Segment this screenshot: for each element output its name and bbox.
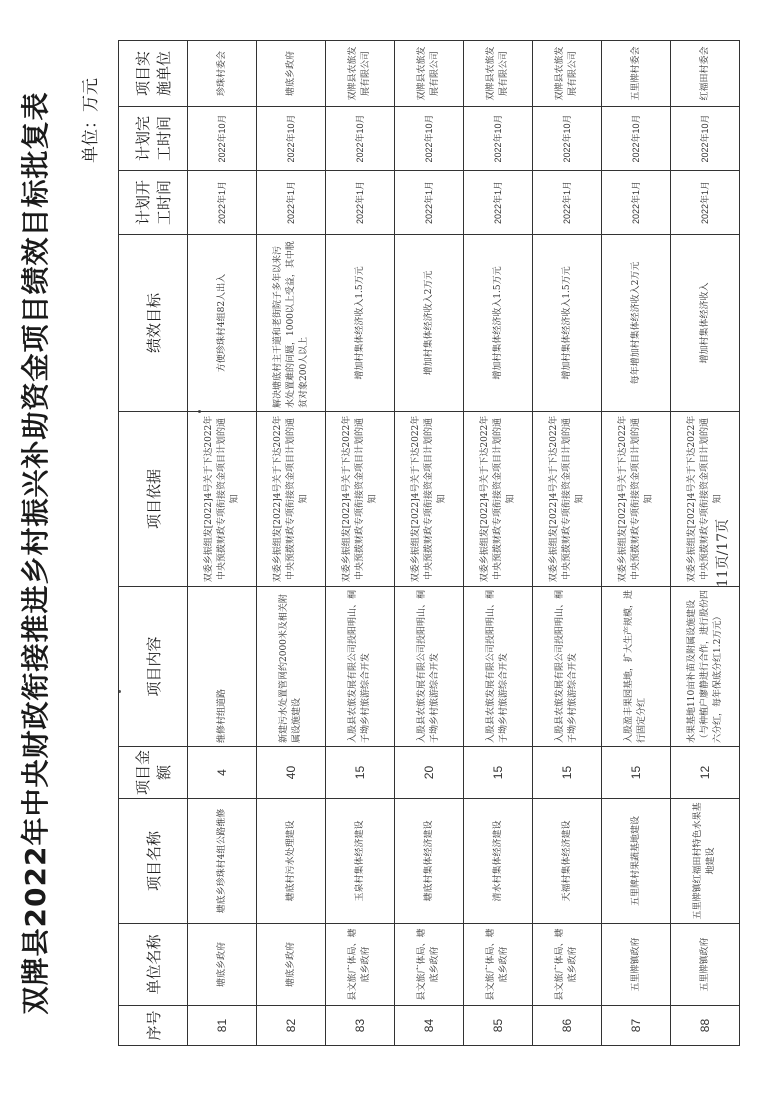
cell-end: 2022年10月 [671,107,740,171]
unit-label: 单位：万元 [81,78,101,163]
cell-start: 2022年1月 [326,171,395,235]
cell-name: 玉泉村集体经济建设 [326,799,395,924]
cell-goal: 增加村集体经济收入1.5万元 [326,235,395,412]
page-title: 双牌县2022年中央财政衔接推进乡村振兴补助资金项目绩效目标批复表 [19,91,52,1015]
cell-goal: 增加村集体经济收入1.5万元 [464,235,533,412]
cell-name: 塘底村污水处理建设 [257,799,326,924]
cell-no: 83 [326,1006,395,1046]
cell-impl: 双牌县农旅发展有限公司 [464,41,533,107]
cell-content: 水果基地110亩补苗及附属设施建设（与种植户廖静进行合作，进行股份四六分红，每年保底分红1.2万元） [671,587,740,747]
cell-goal: 增加村集体经济收入2万元 [395,235,464,412]
cell-no: 85 [464,1006,533,1046]
header-start: 计划开工时间 [119,171,188,235]
cell-start: 2022年1月 [395,171,464,235]
table-row [257,41,326,1046]
cell-basis: 双委乡振组发[2022]4号关于下达2022年中央预拨财政专项衔接资金项目计划的通知 [257,412,326,587]
header-content: 项目内容 [119,587,188,747]
header-amount: 项目金额 [119,747,188,799]
cell-impl: 双牌县农旅发展有限公司 [533,41,602,107]
cell-unit: 县文旅广体局、塘底乡政府 [395,924,464,1006]
cell-impl: 珍珠村委会 [188,41,257,107]
cell-amount: 15 [326,747,395,799]
cell-unit: 县文旅广体局、塘底乡政府 [464,924,533,1006]
cell-goal: 解决塘底村主干道和老街院子多年以来污水处置难的问题，1000以上受益，其中脱贫对象200人以上 [257,235,326,412]
cell-unit: 五里牌镇政府 [602,924,671,1006]
header-unit: 单位名称 [119,924,188,1006]
cell-amount: 15 [533,747,602,799]
cell-no: 81 [188,1006,257,1046]
cell-start: 2022年1月 [602,171,671,235]
cell-amount: 12 [671,747,740,799]
cell-unit: 塘底乡政府 [257,924,326,1006]
header-end: 计划完工时间 [119,107,188,171]
cell-impl: 塘底乡政府 [257,41,326,107]
cell-name: 五里牌村果蔬基地建设 [602,799,671,924]
cell-basis: 双委乡振组发[2022]4号关于下达2022年中央预拨财政专项衔接资金项目计划的通知 [188,412,257,587]
header-impl: 项目实施单位 [119,41,188,107]
cell-end: 2022年10月 [395,107,464,171]
cell-basis: 双委乡振组发[2022]4号关于下达2022年中央预拨财政专项衔接资金项目计划的通知 [671,412,740,587]
header-no: 序号 [119,1006,188,1046]
cell-impl: 五里牌村委会 [602,41,671,107]
cell-unit: 县文旅广体局、塘底乡政府 [326,924,395,1006]
cell-content: 新建污水处置管网约2000米及相关附属设施建设 [257,587,326,747]
cell-content: 入股县农旅发展有限公司投阳明山、桐子坳乡村旅游综合开发 [326,587,395,747]
cell-start: 2022年1月 [257,171,326,235]
cell-amount: 40 [257,747,326,799]
cell-basis: 双委乡振组发[2022]4号关于下达2022年中央预拨财政专项衔接资金项目计划的通知 [602,412,671,587]
cell-impl: 红福田村委会 [671,41,740,107]
cell-end: 2022年10月 [188,107,257,171]
cell-goal: 增加村集体经济收入1.5万元 [533,235,602,412]
cell-start: 2022年1月 [533,171,602,235]
cell-end: 2022年10月 [326,107,395,171]
header-basis: 项目依据 [119,412,188,587]
page-number: 11页/17页 [715,518,731,588]
cell-content: 入股县农旅发展有限公司投阳明山、桐子坳乡村旅游综合开发 [533,587,602,747]
cell-basis: 双委乡振组发[2022]4号关于下达2022年中央预拨财政专项衔接资金项目计划的通知 [395,412,464,587]
table-row [464,41,533,1046]
cell-impl: 双牌县农旅发展有限公司 [395,41,464,107]
cell-no: 82 [257,1006,326,1046]
cell-amount: 20 [395,747,464,799]
cell-end: 2022年10月 [257,107,326,171]
cell-basis: 双委乡振组发[2022]4号关于下达2022年中央预拨财政专项衔接资金项目计划的通知 [464,412,533,587]
table-header-row [119,41,188,1046]
cell-unit: 县文旅广体局、塘底乡政府 [533,924,602,1006]
cell-unit: 塘底乡政府 [188,924,257,1006]
cell-end: 2022年10月 [602,107,671,171]
cell-goal: 方便珍珠村4组82人出入 [188,235,257,412]
cell-basis: 双委乡振组发[2022]4号关于下达2022年中央预拨财政专项衔接资金项目计划的通知 [533,412,602,587]
cell-start: 2022年1月 [188,171,257,235]
cell-no: 88 [671,1006,740,1046]
table-row [533,41,602,1046]
cell-amount: 15 [464,747,533,799]
table-row [188,41,257,1046]
cell-name: 清水村集体经济建设 [464,799,533,924]
cell-end: 2022年10月 [533,107,602,171]
cell-no: 84 [395,1006,464,1046]
cell-name: 五里牌镇红福田村特色水果基地建设 [671,799,740,924]
table-row [602,41,671,1046]
cell-amount: 15 [602,747,671,799]
cell-content: 维修村组道路 [188,587,257,747]
cell-content: 入股县农旅发展有限公司投阳明山、桐子坳乡村旅游综合开发 [395,587,464,747]
table-row [326,41,395,1046]
cell-goal: 每年增加村集体经济收入2万元 [602,235,671,412]
project-table [118,40,740,1046]
cell-content: 入股县农旅发展有限公司投阳明山、桐子坳乡村旅游综合开发 [464,587,533,747]
cell-end: 2022年10月 [464,107,533,171]
cell-name: 天福村集体经济建设 [533,799,602,924]
cell-name: 塘底乡珍珠村4组公路维修 [188,799,257,924]
cell-no: 86 [533,1006,602,1046]
table-row [395,41,464,1046]
cell-content: 入股盈丰果园基地，扩大生产规模，进行固定分红 [602,587,671,747]
cell-start: 2022年1月 [671,171,740,235]
cell-start: 2022年1月 [464,171,533,235]
header-goal: 绩效目标 [119,235,188,412]
cell-no: 87 [602,1006,671,1046]
cell-goal: 增加村集体经济收入 [671,235,740,412]
cell-impl: 双牌县农旅发展有限公司 [326,41,395,107]
cell-name: 塘底村集体经济建设 [395,799,464,924]
cell-basis: 双委乡振组发[2022]4号关于下达2022年中央预拨财政专项衔接资金项目计划的通知 [326,412,395,587]
header-name: 项目名称 [119,799,188,924]
cell-unit: 五里牌镇政府 [671,924,740,1006]
cell-amount: 4 [188,747,257,799]
